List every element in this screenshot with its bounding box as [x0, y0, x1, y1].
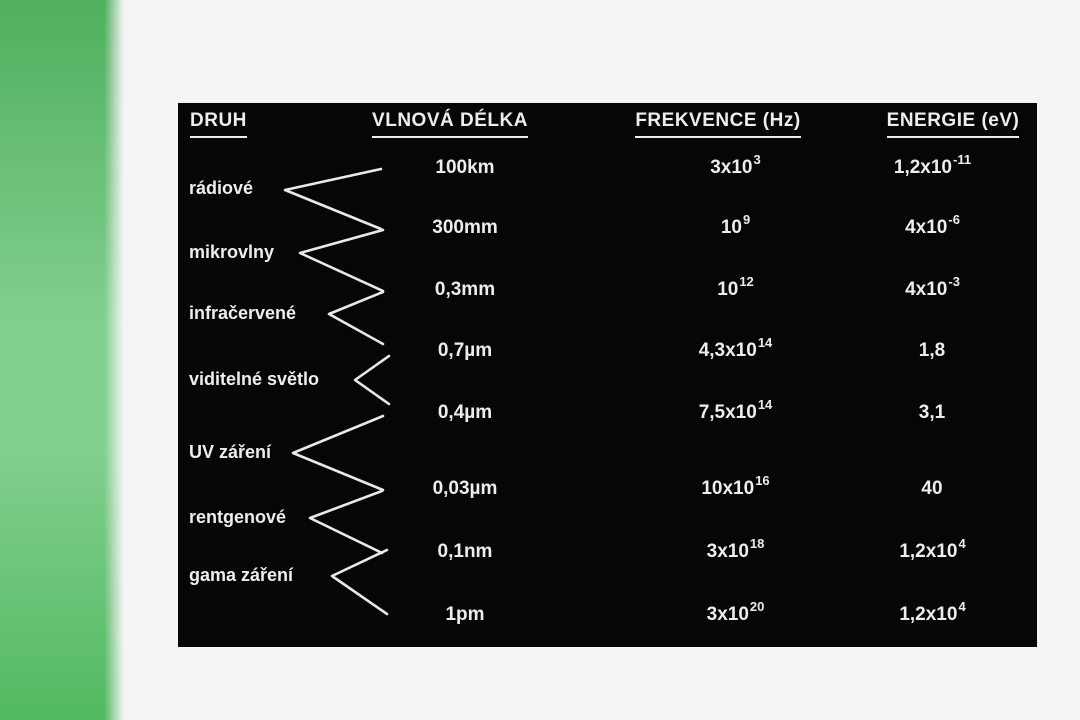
chevron-uv-zareni [293, 416, 383, 490]
frequency-value: $7,5x10^{14}$ [698, 396, 773, 423]
type-label-infracervene: infračervené [189, 303, 297, 323]
type-label-viditelne-svetlo: viditelné světlo [189, 369, 320, 389]
column-header-energie: ENERGIE (eV) [853, 110, 1053, 142]
type-label-uv-zareni: UV záření [189, 442, 272, 462]
wavelength-value: 0,3mm [434, 279, 496, 300]
energy-value: 1,8 [918, 340, 946, 361]
frequency-value: $10^{12}$ [717, 273, 754, 300]
type-label-mikrovlny: mikrovlny [189, 242, 275, 262]
wavelength-value: 0,03µm [432, 478, 498, 499]
wavelength-value: 1pm [445, 604, 485, 625]
frequency-value: $10^9$ [720, 211, 751, 238]
energy-value: $4x10^{-3}$ [905, 273, 960, 300]
frequency-value: $4,3x10^{14}$ [698, 334, 773, 361]
chevron-gama-zareni [332, 550, 387, 614]
chevron-radiove [285, 169, 381, 229]
energy-value: $1,2x10^4$ [899, 535, 966, 562]
type-label-rentgenove: rentgenové [189, 507, 287, 527]
wavelength-value: 0,7µm [437, 340, 493, 361]
type-label-radiove: rádiové [189, 178, 254, 198]
chevron-mikrovlny [300, 230, 383, 291]
column-header-frekvence: FREKVENCE (Hz) [618, 110, 818, 142]
chevron-rentgenove [310, 491, 382, 553]
green-accent-bar [0, 0, 124, 720]
frequency-value: $3x10^{20}$ [706, 598, 765, 625]
frequency-value: $10x10^{16}$ [701, 472, 770, 499]
chevron-viditelne-svetlo [355, 356, 389, 404]
wavelength-value: 300mm [432, 217, 498, 238]
type-label-gama-zareni: gama záření [189, 565, 294, 585]
chevron-infracervene [329, 292, 383, 344]
em-spectrum-table [178, 103, 1037, 647]
frequency-value: $3x10^3$ [710, 151, 761, 178]
wavelength-value: 0,4µm [437, 402, 493, 423]
energy-value: 40 [921, 478, 943, 499]
energy-value: 3,1 [918, 402, 946, 423]
energy-value: $1,2x10^4$ [899, 598, 966, 625]
energy-value: $1,2x10^{-11}$ [893, 151, 972, 178]
frequency-value: $3x10^{18}$ [706, 535, 765, 562]
wavelength-value: 0,1nm [437, 541, 493, 562]
column-header-vlnova-delka: VLNOVÁ DÉLKA [350, 110, 550, 142]
energy-value: $4x10^{-6}$ [905, 211, 960, 238]
column-header-druh: DRUH [190, 110, 247, 142]
wavelength-value: 100km [435, 157, 495, 178]
